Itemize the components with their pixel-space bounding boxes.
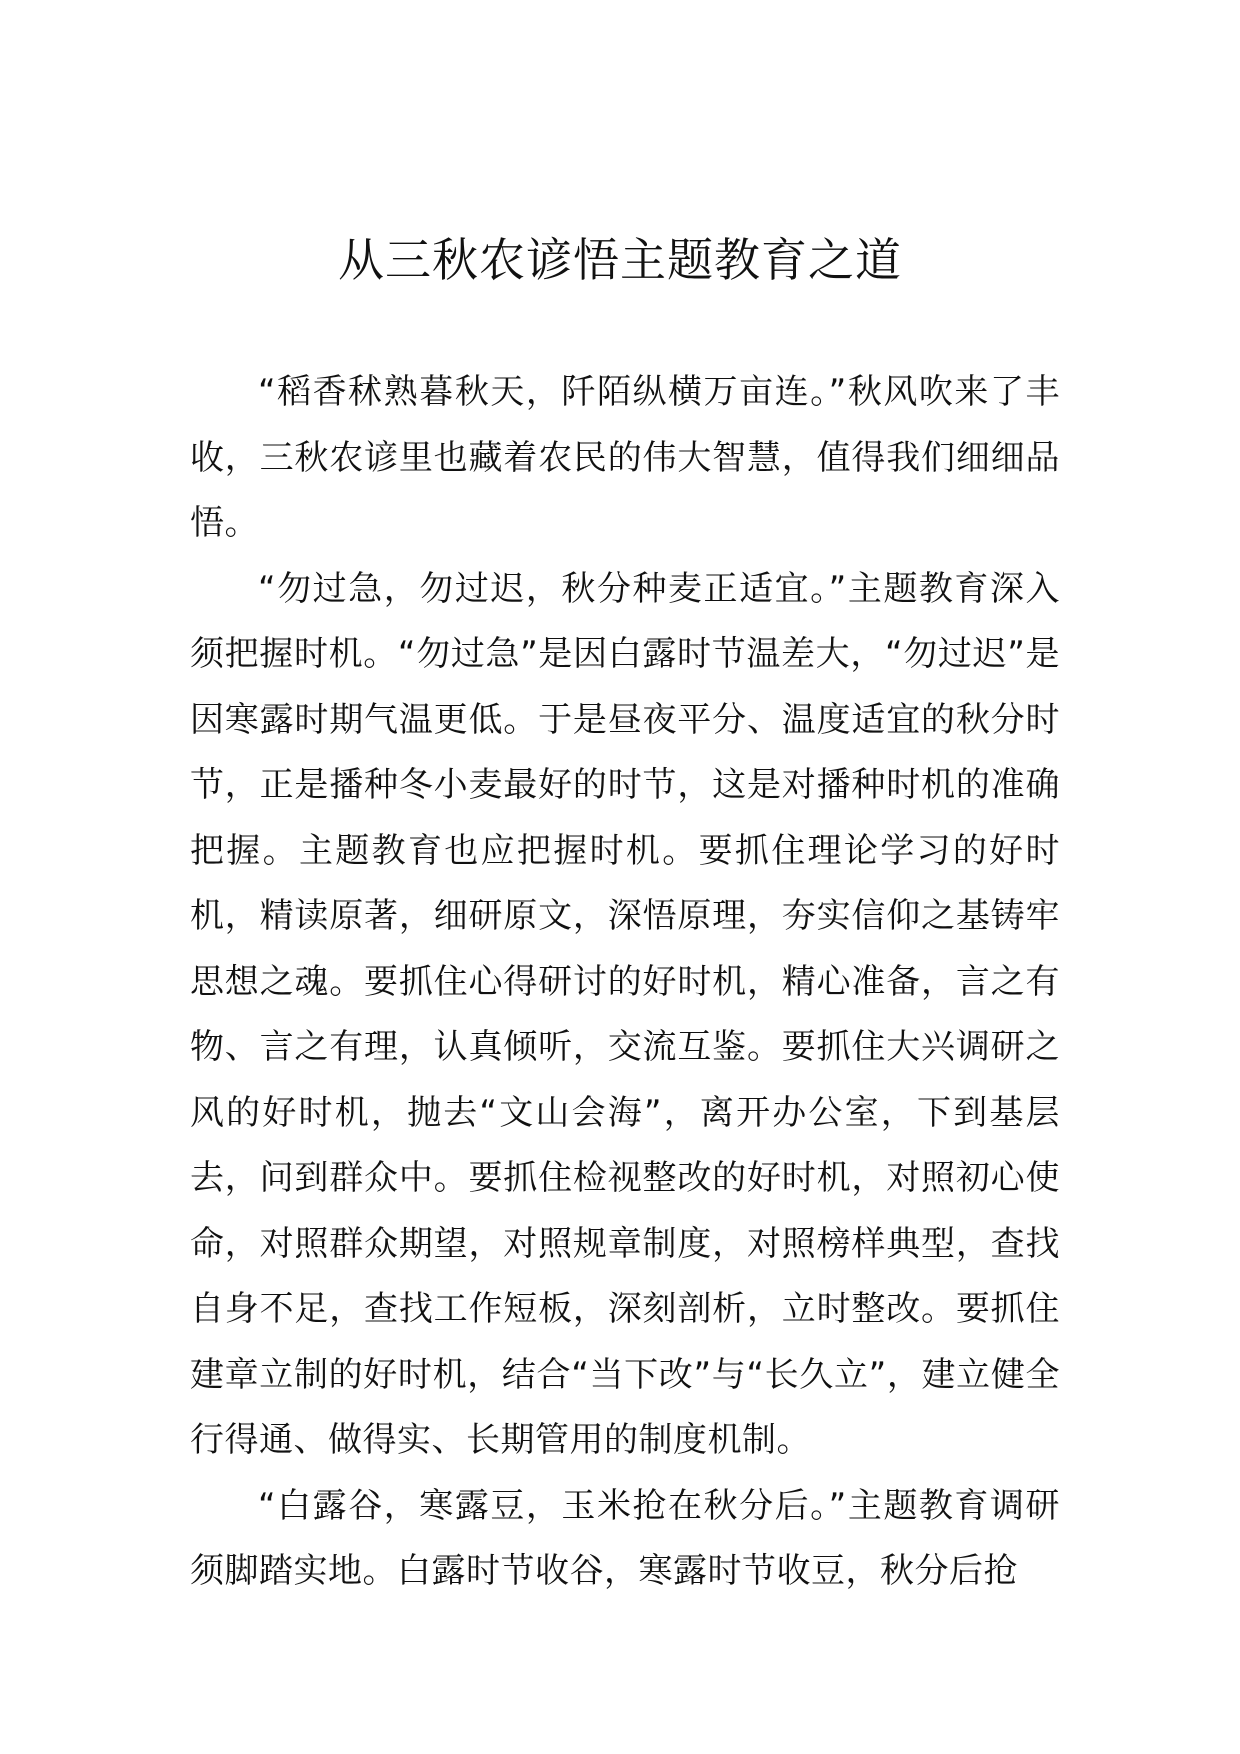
document-title: 从三秋农谚悟主题教育之道 bbox=[338, 233, 902, 287]
paragraph-3: “白露谷，寒露豆，玉米抢在秋分后。”主题教育调研须脚踏实地。白露时节收谷，寒露时节收豆，秋分后抢 bbox=[190, 1485, 1060, 1591]
document-body bbox=[190, 360, 1060, 1605]
paragraph-1: “稻香秫熟暮秋天，阡陌纵横万亩连。”秋风吹来了丰收，三秋农谚里也藏着农民的伟大智慧，值得我们细细品悟。 bbox=[190, 372, 1060, 543]
paragraph-2: “勿过急，勿过迟，秋分种麦正适宜。”主题教育深入须把握时机。“勿过急”是因白露时节温差大，“勿过迟”是因寒露时期气温更低。于是昼夜平分、温度适宜的秋分时节，正是播种冬小麦最好的时节，这是对播种时机的准确把握。主题教育也应把握时机。要抓住理论学习的好时机，精读原著，细研原文，深悟原理，夯实信仰之基铸牢思想之魂。要抓住心得研讨的好时机，精心准备，言之有物、言之有理，认真倾听，交流互鉴。要抓住大兴调研之风的好时机，抛去“文山会海”，离开办公室，下到基层去，问到群众中。要抓住检视整改的好时机，对照初心使命，对照群众期望，对照规章制度，对照榜样典型，查找自身不足，查找工作短板，深刻剖析，立时整改。要抓住建章立制的好时机，结合“当下改”与“长久立”，建立健全行得通、做得实、长期管用的制度机制。 bbox=[190, 568, 1060, 1460]
